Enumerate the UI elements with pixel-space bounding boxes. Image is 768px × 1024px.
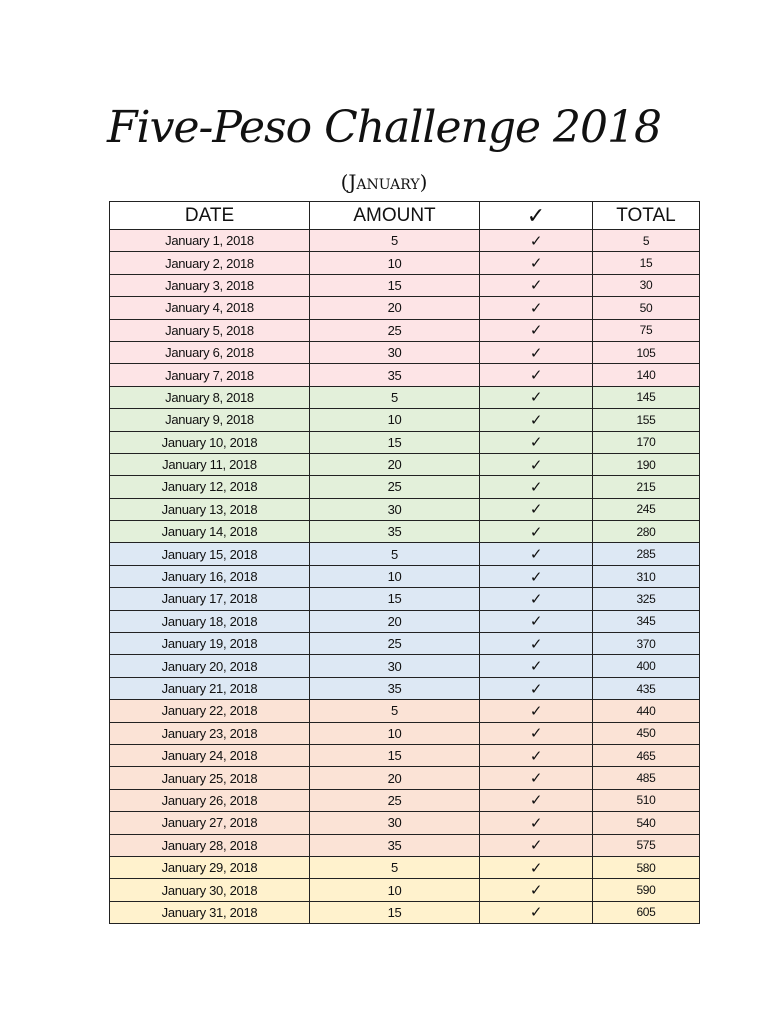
table-row [110, 252, 700, 274]
header-total: TOTAL [593, 202, 700, 230]
table-row [110, 744, 700, 766]
table-row [110, 297, 700, 319]
table-row [110, 230, 700, 252]
table-row [110, 319, 700, 341]
header-date: DATE [110, 202, 310, 230]
table-row [110, 901, 700, 923]
table-row [110, 341, 700, 363]
cell-date: January 5, 2018 [110, 319, 310, 341]
cell-date: January 20, 2018 [110, 655, 310, 677]
table-row [110, 453, 700, 475]
cell-total: 170 [593, 431, 700, 453]
table-row [110, 498, 700, 520]
table-row [110, 521, 700, 543]
cell-total: 215 [593, 476, 700, 498]
cell-amount: 35 [310, 364, 480, 386]
cell-amount: 35 [310, 834, 480, 856]
check-icon: ✓ [480, 565, 593, 587]
table-row [110, 386, 700, 408]
check-icon: ✓ [480, 252, 593, 274]
table-row [110, 789, 700, 811]
cell-total: 435 [593, 677, 700, 699]
table-row [110, 767, 700, 789]
header-row [110, 202, 700, 230]
check-icon: ✓ [480, 610, 593, 632]
cell-amount: 15 [310, 431, 480, 453]
cell-date: January 7, 2018 [110, 364, 310, 386]
table-row [110, 409, 700, 431]
check-icon: ✓ [480, 633, 593, 655]
check-icon: ✓ [480, 409, 593, 431]
check-icon: ✓ [480, 386, 593, 408]
check-icon: ✓ [480, 453, 593, 475]
cell-date: January 16, 2018 [110, 565, 310, 587]
table-row [110, 700, 700, 722]
cell-amount: 10 [310, 252, 480, 274]
cell-total: 190 [593, 453, 700, 475]
check-icon: ✓ [480, 655, 593, 677]
cell-total: 285 [593, 543, 700, 565]
table-row [110, 655, 700, 677]
cell-date: January 25, 2018 [110, 767, 310, 789]
check-icon: ✓ [480, 431, 593, 453]
cell-date: January 21, 2018 [110, 677, 310, 699]
cell-amount: 25 [310, 633, 480, 655]
cell-total: 450 [593, 722, 700, 744]
cell-date: January 6, 2018 [110, 341, 310, 363]
check-icon: ✓ [480, 230, 593, 252]
table-row [110, 476, 700, 498]
cell-amount: 5 [310, 230, 480, 252]
page-title: Five-Peso Challenge 2018 [106, 102, 661, 153]
check-icon: ✓ [480, 812, 593, 834]
cell-date: January 10, 2018 [110, 431, 310, 453]
cell-date: January 3, 2018 [110, 274, 310, 296]
check-icon: ✓ [480, 744, 593, 766]
cell-date: January 30, 2018 [110, 879, 310, 901]
cell-total: 30 [593, 274, 700, 296]
cell-amount: 20 [310, 767, 480, 789]
table-row [110, 856, 700, 878]
cell-date: January 2, 2018 [110, 252, 310, 274]
check-icon: ✓ [480, 297, 593, 319]
check-icon: ✓ [480, 722, 593, 744]
cell-amount: 5 [310, 543, 480, 565]
cell-amount: 25 [310, 789, 480, 811]
cell-amount: 25 [310, 319, 480, 341]
cell-amount: 35 [310, 677, 480, 699]
table-row [110, 879, 700, 901]
cell-amount: 10 [310, 565, 480, 587]
table-row [110, 274, 700, 296]
table-row [110, 364, 700, 386]
table-row [110, 722, 700, 744]
cell-total: 465 [593, 744, 700, 766]
cell-total: 510 [593, 789, 700, 811]
cell-date: January 17, 2018 [110, 588, 310, 610]
table-row [110, 543, 700, 565]
cell-date: January 31, 2018 [110, 901, 310, 923]
cell-date: January 23, 2018 [110, 722, 310, 744]
cell-date: January 26, 2018 [110, 789, 310, 811]
table-row [110, 588, 700, 610]
cell-total: 155 [593, 409, 700, 431]
cell-date: January 15, 2018 [110, 543, 310, 565]
table-row [110, 633, 700, 655]
table-row [110, 677, 700, 699]
page-subtitle: (January) [340, 170, 428, 194]
check-icon: ✓ [480, 677, 593, 699]
cell-date: January 12, 2018 [110, 476, 310, 498]
check-icon: ✓ [480, 856, 593, 878]
table-body [110, 230, 700, 924]
cell-date: January 19, 2018 [110, 633, 310, 655]
cell-amount: 5 [310, 386, 480, 408]
cell-total: 590 [593, 879, 700, 901]
cell-amount: 30 [310, 812, 480, 834]
table-row [110, 565, 700, 587]
cell-total: 310 [593, 565, 700, 587]
cell-date: January 9, 2018 [110, 409, 310, 431]
cell-total: 345 [593, 610, 700, 632]
cell-total: 5 [593, 230, 700, 252]
check-icon: ✓ [480, 834, 593, 856]
check-icon: ✓ [480, 543, 593, 565]
cell-total: 325 [593, 588, 700, 610]
cell-total: 105 [593, 341, 700, 363]
cell-total: 50 [593, 297, 700, 319]
cell-date: January 14, 2018 [110, 521, 310, 543]
cell-amount: 25 [310, 476, 480, 498]
cell-amount: 20 [310, 297, 480, 319]
check-icon: ✓ [480, 341, 593, 363]
cell-total: 280 [593, 521, 700, 543]
check-icon: ✓ [480, 274, 593, 296]
cell-amount: 35 [310, 521, 480, 543]
cell-date: January 11, 2018 [110, 453, 310, 475]
header-check-icon: ✓ [480, 202, 593, 230]
cell-total: 575 [593, 834, 700, 856]
table-row [110, 812, 700, 834]
cell-amount: 15 [310, 274, 480, 296]
cell-date: January 18, 2018 [110, 610, 310, 632]
cell-total: 245 [593, 498, 700, 520]
cell-amount: 10 [310, 879, 480, 901]
cell-amount: 5 [310, 700, 480, 722]
cell-date: January 1, 2018 [110, 230, 310, 252]
check-icon: ✓ [480, 879, 593, 901]
check-icon: ✓ [480, 789, 593, 811]
cell-total: 400 [593, 655, 700, 677]
check-icon: ✓ [480, 588, 593, 610]
check-icon: ✓ [480, 498, 593, 520]
cell-total: 485 [593, 767, 700, 789]
table-row [110, 610, 700, 632]
check-icon: ✓ [480, 364, 593, 386]
cell-amount: 30 [310, 655, 480, 677]
cell-amount: 10 [310, 409, 480, 431]
cell-amount: 30 [310, 498, 480, 520]
cell-amount: 15 [310, 588, 480, 610]
cell-amount: 10 [310, 722, 480, 744]
cell-amount: 30 [310, 341, 480, 363]
cell-date: January 27, 2018 [110, 812, 310, 834]
cell-date: January 24, 2018 [110, 744, 310, 766]
cell-total: 140 [593, 364, 700, 386]
cell-amount: 20 [310, 610, 480, 632]
cell-total: 580 [593, 856, 700, 878]
check-icon: ✓ [480, 476, 593, 498]
header-amount: AMOUNT [310, 202, 480, 230]
cell-amount: 15 [310, 901, 480, 923]
cell-total: 440 [593, 700, 700, 722]
cell-amount: 5 [310, 856, 480, 878]
cell-total: 540 [593, 812, 700, 834]
savings-table [109, 201, 700, 924]
check-icon: ✓ [480, 319, 593, 341]
check-icon: ✓ [480, 700, 593, 722]
cell-total: 145 [593, 386, 700, 408]
cell-date: January 8, 2018 [110, 386, 310, 408]
cell-date: January 28, 2018 [110, 834, 310, 856]
check-icon: ✓ [480, 521, 593, 543]
cell-date: January 22, 2018 [110, 700, 310, 722]
cell-total: 75 [593, 319, 700, 341]
cell-total: 15 [593, 252, 700, 274]
cell-date: January 4, 2018 [110, 297, 310, 319]
cell-date: January 13, 2018 [110, 498, 310, 520]
cell-total: 370 [593, 633, 700, 655]
cell-amount: 15 [310, 744, 480, 766]
cell-amount: 20 [310, 453, 480, 475]
table-row [110, 431, 700, 453]
check-icon: ✓ [480, 767, 593, 789]
cell-total: 605 [593, 901, 700, 923]
check-icon: ✓ [480, 901, 593, 923]
cell-date: January 29, 2018 [110, 856, 310, 878]
table-header [110, 202, 700, 230]
table-row [110, 834, 700, 856]
